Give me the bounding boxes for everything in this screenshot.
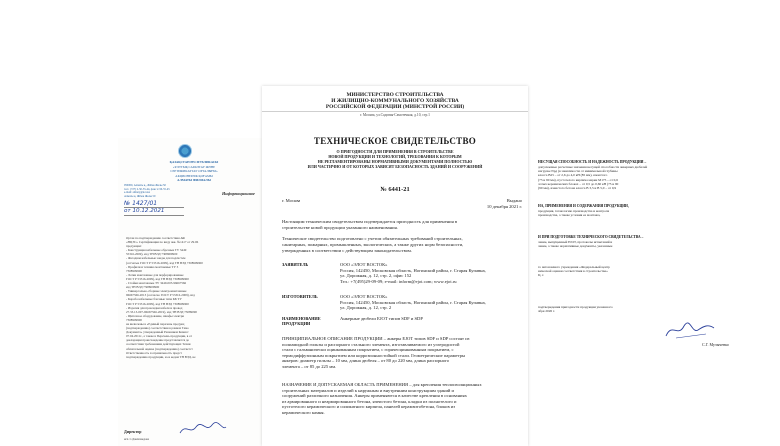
header-address-1: 050000, Алматы қ., Жібек Жолы 50: [124, 184, 166, 187]
left-body-line: - Универсально-сборные электромонтажные: [126, 289, 187, 294]
left-document-page: [118, 138, 270, 446]
validity-line: абря 2026 г.: [538, 309, 555, 314]
application-line: производства, а также условия ее монтажа,: [538, 213, 601, 218]
left-body-line: 7308909900: [126, 317, 142, 322]
manufacturer-details: [340, 294, 526, 312]
middle-document-page: [262, 86, 528, 446]
left-body-line: соответствия требованиям действующих Техни: [126, 342, 191, 347]
preparation-text: [538, 240, 778, 250]
header-org-line3: АКЦИОНЕРЛІК ҚОҒАМЫ: [175, 173, 213, 178]
left-body-line: - Фасадная кабельные зонды для подсистем: [126, 256, 186, 261]
left-body-line: изд ТН ВЭД 7308909900: [126, 285, 160, 290]
applicant-line: Тел.: +7(495)29-09-09; e-mail: inform@ejot.com; www.ejot.ru: [340, 278, 457, 284]
applicant-line: ООО «ЭЛОТ ВОСТОК»: [340, 262, 388, 267]
center-reference-line: го автономного учреждения «Федеральный центр: [538, 265, 610, 269]
prep-line-3: утвержденных в соответствии с действующим законодательством.: [282, 248, 412, 253]
left-body-line: Орган по подтверждению соответствия АФ: [126, 236, 185, 240]
product-label-line2: ПРОДУКЦИИ: [282, 321, 311, 326]
purpose-line: пустотелого керамического и силикатного кирпича, панелей керамзитобетона, блоков из: [282, 404, 456, 410]
left-body-line: декларации происхождение представляется до: [126, 338, 190, 343]
applicant-details: [340, 262, 526, 286]
document-title: ТЕХНИЧЕСКОЕ СВИДЕТЕЛЬСТВО: [313, 136, 477, 146]
certificate-number: № 6441-21: [380, 186, 410, 193]
header-divider: [262, 111, 528, 112]
ministry-address: г. Москва, ул.Садовая-Самотечная, д.10, стр.1: [360, 113, 430, 117]
left-body-line: 07.04.2011г., а также в Перечень продукции, в от: [126, 334, 192, 339]
left-body-line: 7308909900: [126, 268, 142, 273]
left-body-line: - Стойки монтажные ТУ 3449-003-96667566: [126, 281, 187, 286]
left-body-line: 27.33.13-007-96667566-2019), изд ТН ВЭД 73089090: [126, 309, 197, 314]
left-body-line: продукции:: [126, 244, 142, 249]
ministry-line-1: МИНИСТЕРСТВО СТРОИТЕЛЬСТВА: [346, 92, 444, 98]
subtitle-line-4: ИЛИ ЧАСТИЧНО И ОТ КОТОРЫХ ЗАВИСЯТ БЕЗОПАСНОСТЬ ЗДАНИЙ И СООРУЖЕНИЙ: [307, 164, 483, 169]
applicant-line: Россия, 142450, Московская область, Ногинский район, г. Старая Купавна,: [340, 267, 486, 273]
center-reference-line: Ц, г.: [538, 273, 544, 278]
left-footer-note: исп. С.Давлахмедова: [124, 438, 149, 441]
prep-line-2: санитарных, пожарных, промышленных, экологических, а также других норм безопасности,: [282, 242, 464, 247]
applicant-label: ЗАЯВИТЕЛЬ: [282, 262, 309, 267]
purpose-line: строительных материалов и изделий к наружным и внутренним конструкциям зданий и: [282, 387, 454, 393]
left-body-line: ГОСТ Р 53316-2009), изд ТН ВЭД 7308909900: [126, 276, 189, 281]
product-label-line1: НАИМЕНОВАНИЕ: [282, 316, 321, 321]
principle-description: [282, 336, 526, 372]
bearing-capacity-line: допускаемые расчетные значения несущей способности анкерных дюбелей: [538, 165, 648, 169]
left-body-line: Документа» утвержденный Решением Комисс: [126, 330, 189, 335]
purpose-description: [282, 382, 526, 418]
issued-label: Выдано: [506, 198, 522, 203]
reference-number: № 1427/01: [124, 200, 158, 207]
prep-line-1: Техническое свидетельство подготовлено с учетом обязательных требований строительных,: [282, 236, 463, 241]
header-org-line1: «ҰЛТТЫҚ САРАПТАУ ЖӘНЕ: [172, 164, 216, 169]
purpose-line: сооружений различного назначения. Анкеры применяются в качестве крепления в основаниях: [282, 393, 467, 399]
purpose-line: НАЗНАЧЕНИЕ И ДОПУСКАЕМАЯ ОБЛАСТЬ ПРИМЕНЕНИЯ – для крепления теплоизоляционных: [282, 382, 482, 387]
left-body-text: [126, 236, 268, 426]
header-address-3: e-mail: almaty@nca.kz: [124, 191, 151, 194]
bearing-capacity-title: НЕСУЩАЯ СПОСОБНОСТЬ И НАДЕЖНОСТЬ ПРОДУКЦИИ –: [538, 160, 647, 164]
left-body-line: - Изделия для прокладки кабеля и провод: [126, 305, 183, 310]
left-body-line: Ответственность за правильность предст: [126, 350, 182, 355]
left-body-line: ГОСТ Р 53316-2009), изд ТН ВЭД 7308909900: [126, 301, 189, 306]
bearing-capacity-line: лотых керамических блоках – от 0,5 до 0,60 кН (75 и 90: [538, 181, 619, 186]
bearing-capacity-line: нагрузке Nрд (в зависимости от минимальной глубины: [538, 169, 618, 174]
intro-line-2: строительстве новой продукции указанного наименования.: [282, 225, 398, 230]
principle-line: термодиффузионным покрытием или коррозионностойкой стали. Геометрические параметры: [282, 352, 466, 358]
principle-line: стали с гальванически оцинкованным покрытием, с горячеоцинкованным покрытием, с: [282, 347, 454, 353]
issue-city: г. Москва: [282, 198, 301, 203]
validity-text: [538, 305, 778, 315]
center-reference-text: [538, 265, 778, 279]
ministry-line-3: РОССИЙСКОЙ ФЕДЕРАЦИИ (МИНСТРОЙ РОССИИ): [325, 104, 465, 110]
application-text: [538, 209, 778, 219]
application-line: продукция, технологию производства и контроля: [538, 209, 610, 213]
header-branch: АЛМАТЫ ФИЛИАЛЫ: [177, 178, 211, 182]
header-address-4: Алматы қ. Жібек Жолы 50: [124, 194, 156, 198]
left-body-line: - Короба кабельные блочные типа КБ ТУ: [126, 297, 182, 302]
bearing-capacity-line: (90 мм), ячеистого бетона класса В 3,5 и В 5,0 – от 0,9: [538, 186, 617, 191]
left-body-line: обязательной оценке (подтверждению) соответст: [126, 346, 193, 351]
left-body-line: не включены в «Единый перечень продукц: [126, 321, 185, 326]
application-title: НА, ПРИМЕНЕНИЯ И СОДЕРЖАНИЯ ПРОДУКЦИИ,: [538, 204, 629, 208]
purpose-line: керамического камня.: [282, 409, 325, 415]
subtitle-line-1: О ПРИГОДНОСТИ ДЛЯ ПРИМЕНЕНИЯ В СТРОИТЕЛЬСТВЕ: [336, 149, 454, 154]
preparation-line: ление, а также нормативные документы, указанные: [538, 244, 613, 249]
principle-line: ПРИНЦИПИАЛЬНОЕ ОПИСАНИЕ ПРОДУКЦИИ – анкеры EJOT типов SDF и SDP состоят из: [282, 336, 470, 341]
header-country: ҚАЗАҚСТАН РЕСПУБЛИКАСЫ: [169, 160, 219, 164]
emblem-icon: [178, 144, 192, 158]
left-body-line: - Профили и техника монтажные ТУ 3: [126, 264, 179, 269]
manufacturer-label: ИЗГОТОВИТЕЛЬ: [282, 294, 318, 299]
left-signature-icon: [178, 421, 228, 437]
subtitle-line-2: НОВОЙ ПРОДУКЦИИ И ТЕХНОЛОГИЙ, ТРЕБОВАНИЯ К КОТОРЫМ: [328, 154, 462, 159]
left-body-line: подтверждению продукции, и ее кодам ТН ВЭД, не: [126, 354, 196, 359]
bearing-capacity-text: [538, 165, 778, 192]
date-underline: [124, 215, 184, 216]
product-name: Анкерные дюбели EJOT типов SDF и SDP: [340, 316, 423, 321]
left-body-line: 96667566-2013 (согласно ГОСТ Р 53316-2009), изд: [126, 293, 195, 298]
left-body-line: (сетчатые ГОСТ Р 53316-2009), изд ТН ВЭД 7308909900: [126, 260, 203, 265]
issued-date: 10 декабря 2021 г.: [486, 204, 522, 209]
header-address-2: тел.: (727) 2-50-55-44, факс 2-50-55-45: [124, 187, 170, 191]
intro-line-1: Настоящим техническим свидетельством подтверждается пригодность для применения в: [282, 219, 458, 224]
validity-line: подтверждения пригодности продукции указанного: [538, 305, 613, 309]
applicant-line: ул. Дорожная, д. 12, стр. 2, офис 152: [340, 273, 412, 279]
preparation-title: И ПРИ ПОДГОТОВКЕ ТЕХНИЧЕСКОГО СВИДЕТЕЛЬСТВА –: [538, 235, 644, 239]
manufacturer-line: Россия, 142450, Московская область, Ногинский район, г. Старая Купавна,: [340, 299, 486, 305]
manufacturer-line: ул. Дорожная, д. 12, стр. 2: [340, 305, 392, 311]
left-body-line: - Конструкция кабельные обрезные ТУ 3449: [126, 248, 187, 253]
left-body-line: - Лотки монтажные для перфорированные: [126, 272, 184, 277]
left-body-line: 55316-2009), изд ТН ВЭД 7308909900: [126, 252, 178, 257]
info-title: Информационное: [222, 192, 255, 196]
purpose-line: из армированного и неармированного бетона, ячеистого бетона, кладки из полнотелого и: [282, 398, 457, 404]
right-signature-icon: [662, 318, 718, 342]
subtitle-line-3: НЕ РЕГЛАМЕНТИРОВАНЫ НОРМАТИВНЫМИ ДОКУМЕНТАМИ ПОЛНОСТЬЮ: [317, 159, 473, 164]
preparation-line: ление, выпущенный EJOT, протоколы испытаний и: [538, 240, 613, 244]
left-body-line: (подтверждению) соответствия в рамках Тамо: [126, 326, 189, 331]
bearing-capacity-line: класса В25 – от 2,6 до 4,0 кН (85 мм), ячеистого: [538, 173, 608, 178]
left-body-line: «НЦЭС» Сертификации по виду акк. №1417 от 29.06: [126, 240, 199, 245]
left-signer-title: Директор: [124, 430, 142, 434]
manufacturer-line: ООО «ЭЛОТ ВОСТОК»: [340, 294, 388, 299]
reference-date: от 10.12.2021: [124, 208, 165, 214]
header-org-line2: СЕРТИФИКАТТАУ ОРТАЛЫҒЫ»: [170, 169, 218, 173]
right-document-page: [532, 132, 780, 446]
ministry-line-2: И ЖИЛИЩНО-КОММУНАЛЬНОГО ХОЗЯЙСТВА: [331, 98, 459, 104]
principle-line: анкеров: диаметр гильзы – 10 мм, длина дюбеля – от 80 до 220 мм, длина распорного: [282, 358, 450, 364]
center-reference-line: нической оценки соответствия в строительстве»: [538, 269, 608, 274]
right-signer-name: С.Г. Музыченко: [702, 342, 729, 347]
principle-line: элемента – от 85 до 225 мм.: [282, 363, 337, 369]
bearing-capacity-line: (75 и 90 мм), пустотелого кирпича марки М175 – от 0,6: [538, 177, 618, 182]
left-body-line: - Щиточное оборудование, шкафы электри: [126, 313, 184, 318]
principle-line: полиамидной гильзы и распорного стального элемента, изготавливаемого из углеродистой: [282, 341, 460, 347]
